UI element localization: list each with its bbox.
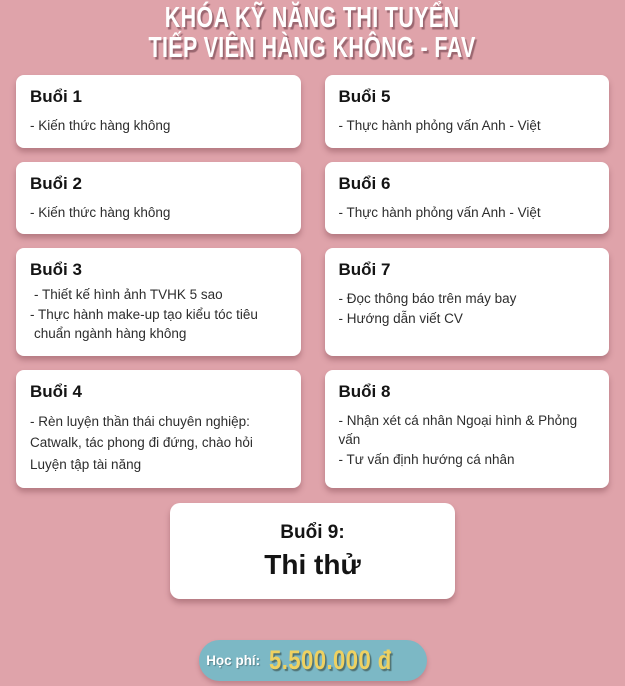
session-card-6 — [325, 162, 610, 235]
session-card-3 — [16, 248, 301, 356]
page-title-line-2: TIẾP VIÊN HÀNG KHÔNG - FAV — [148, 32, 477, 64]
session-line: - Kiến thức hàng không — [30, 118, 171, 133]
session-line: - Rèn luyện thần thái chuyên nghiệp: Catwalk, tác phong đi đứng, chào hỏi Luyện tập tài năng — [30, 413, 253, 472]
session-line: - Kiến thức hàng không — [30, 204, 171, 220]
page-title — [0, 0, 625, 63]
final-session-title: Thi thử — [264, 548, 361, 580]
price-badge — [199, 640, 427, 681]
session-card-9 — [170, 503, 455, 599]
session-heading: Buổi 5 — [338, 87, 391, 106]
session-card-1 — [16, 75, 301, 148]
session-card-4 — [16, 370, 301, 488]
session-card-2 — [16, 162, 301, 235]
session-grid — [16, 75, 609, 481]
session-line: - Tư vấn định hướng cá nhân — [338, 451, 515, 467]
session-heading: Buổi 6 — [338, 173, 391, 193]
session-heading: Buổi 7 — [338, 260, 391, 280]
session-heading: Buổi 2 — [30, 173, 82, 193]
session-heading: Buổi 3 — [30, 260, 82, 280]
session-card-8 — [325, 370, 610, 488]
session-line: - Đọc thông báo trên máy bay — [338, 291, 517, 307]
price-amount: 5.500.000 đ — [269, 645, 392, 675]
final-session-heading: Buổi 9: — [280, 521, 345, 543]
session-line: - Nhận xét cá nhân Ngoại hình & Phỏng vấn — [338, 412, 578, 448]
session-card-5 — [325, 75, 610, 148]
session-line: - Thiết kế hình ảnh TVHK 5 sao — [34, 287, 223, 303]
session-line: - Thực hành phỏng vấn Anh - Việt — [338, 118, 541, 133]
session-line: - Thực hành phỏng vấn Anh - Việt — [338, 204, 541, 220]
session-heading: Buổi 1 — [30, 87, 82, 106]
session-card-7 — [325, 248, 610, 356]
session-line: - Hướng dẫn viết CV — [338, 310, 463, 326]
price-label: Học phí: — [206, 653, 261, 668]
session-heading: Buổi 8 — [338, 381, 391, 401]
page-title-line-1: KHÓA KỸ NĂNG THI TUYỂN — [165, 2, 460, 34]
session-line: - Thực hành make-up tạo kiểu tóc tiêu chuẩn ngành hàng không — [30, 306, 258, 342]
session-heading: Buổi 4 — [30, 381, 82, 401]
